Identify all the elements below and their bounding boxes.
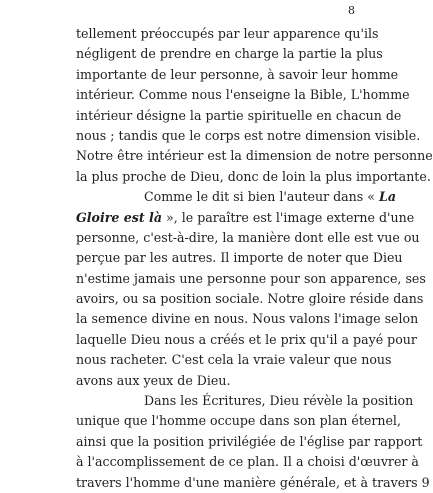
text-line: ainsi que la position privilégiée de l'église par rapport <box>76 433 423 449</box>
text-line: personne, c'est-à-dire, la manière dont elle est vue ou <box>76 229 420 245</box>
text-line: intérieur. Comme nous l'enseigne la Bible, L'homme <box>76 87 410 103</box>
book-title-text: La <box>378 189 396 205</box>
body-text <box>76 24 433 493</box>
text-line: importante de leur personne, à savoir leur homme <box>76 66 399 82</box>
text-line: la plus proche de Dieu, donc de loin la plus importante. <box>76 168 431 184</box>
text-line: Dans les Écritures, Dieu révèle la position <box>144 393 414 409</box>
quote-continuation-text: », le paraître est l'image externe d'une <box>162 209 415 225</box>
text-line: laquelle Dieu nous a créés et le prix qu'il a payé pour <box>76 331 417 347</box>
text-line: la semence divine en nous. Nous valons l'image selon <box>76 311 419 327</box>
text-line: avoirs, ou sa position sociale. Notre gloire réside dans <box>76 291 424 307</box>
quote-intro-text: Comme le dit si bien l'auteur dans « <box>144 189 379 205</box>
text-line: nous racheter. C'est cela la vraie valeur que nous <box>76 352 392 368</box>
text-line: travers l'homme d'une manière générale, et à travers 9 <box>76 474 430 490</box>
text-line <box>76 187 396 207</box>
text-line: tellement préoccupés par leur apparence qu'ils <box>76 26 379 41</box>
text-line: unique que l'homme occupe dans son plan éternel, <box>76 413 401 429</box>
text-line: négligent de prendre en charge la partie la plus <box>76 46 383 62</box>
text-line <box>76 208 415 228</box>
page-number: 8 <box>348 4 355 17</box>
text-line: nous ; tandis que le corps est notre dimension visible. <box>76 127 421 143</box>
text-line: intérieur désigne la partie spirituelle en chacun de <box>76 107 402 123</box>
text-line: à l'accomplissement de ce plan. Il a choisi d'œuvrer à <box>76 454 419 470</box>
text-line: avons aux yeux de Dieu. <box>76 372 231 388</box>
book-title-text: Gloire est là <box>76 209 163 225</box>
text-line: perçue par les autres. Il importe de noter que Dieu <box>76 250 403 266</box>
text-line: n'estime jamais une personne pour son apparence, ses <box>76 270 426 286</box>
text-line: Notre être intérieur est la dimension de notre personne <box>76 148 433 164</box>
